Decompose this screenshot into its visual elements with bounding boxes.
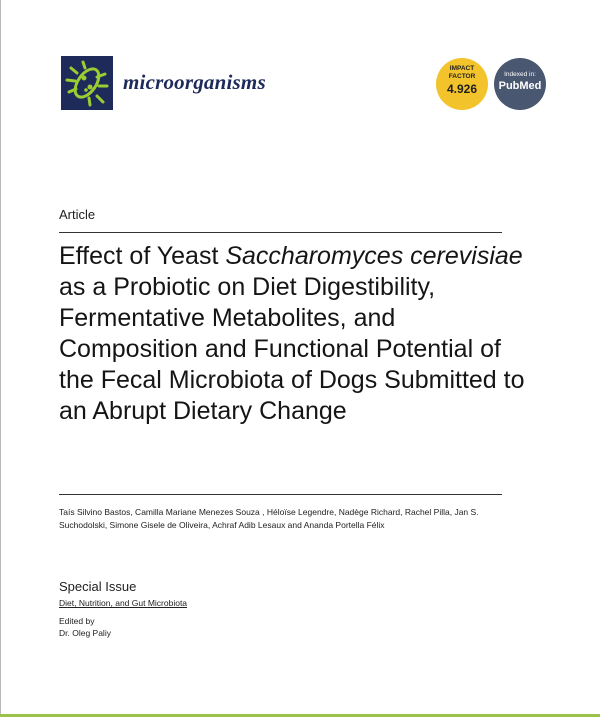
impact-factor-label-1: IMPACT bbox=[449, 65, 475, 72]
author-list: Taís Silvino Bastos, Camilla Mariane Menezes Souza , Héloïse Legendre, Nadège Richard, Rachel Pilla, Jan S. Suchodolski, Simone Gisele de Oliveira, Achraf Adib Lesaux and Ananda Portella Félix bbox=[59, 507, 479, 530]
special-issue-link[interactable]: Diet, Nutrition, and Gut Microbiota bbox=[59, 598, 188, 608]
article-type: Article bbox=[59, 207, 96, 222]
pubmed-value: PubMed bbox=[498, 80, 542, 92]
journal-logo bbox=[61, 56, 113, 110]
title-species-name: Saccharomyces cerevisiae bbox=[225, 242, 523, 270]
editor-name: Dr. Oleg Paliy bbox=[59, 628, 111, 638]
impact-factor-label-2: FACTOR bbox=[448, 73, 476, 80]
special-issue-label: Special Issue bbox=[59, 579, 137, 594]
journal-header bbox=[61, 56, 541, 114]
title-text-2: as a Probiotic on Diet Digestibility, Fermentative Metabolites, and Composition and Functional Potential of the Fecal Microbiota of Dogs Submitted to an Abrupt Dietary Change bbox=[59, 273, 525, 425]
title-text-1: Effect of Yeast bbox=[59, 242, 226, 270]
impact-factor-badge bbox=[436, 58, 488, 110]
article-title bbox=[59, 241, 529, 427]
edited-by-label: Edited by bbox=[59, 616, 95, 626]
divider bbox=[59, 494, 502, 495]
pubmed-badge bbox=[494, 58, 546, 110]
bacteria-icon bbox=[61, 56, 113, 110]
page-border bbox=[0, 0, 1, 717]
impact-factor-value: 4.926 bbox=[446, 82, 478, 96]
pubmed-label: Indexed in: bbox=[504, 71, 536, 78]
divider bbox=[59, 232, 502, 233]
journal-name: microorganisms bbox=[123, 70, 266, 94]
